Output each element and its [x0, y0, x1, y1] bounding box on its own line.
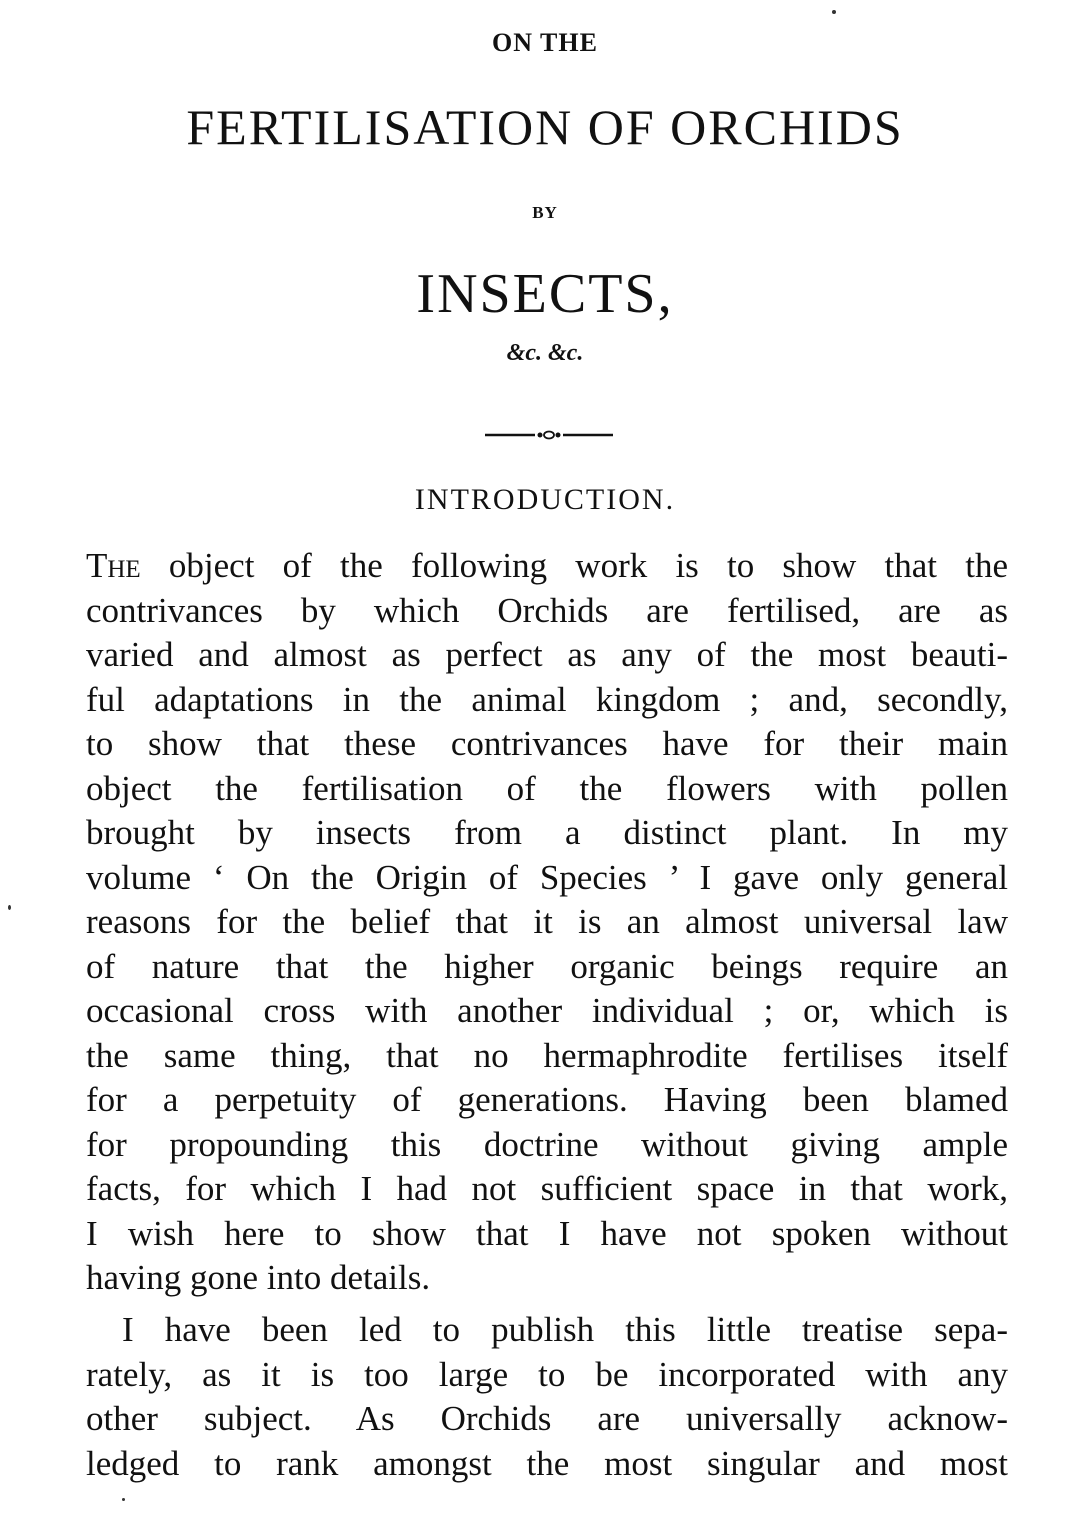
paragraph-line: object the fertilisation of the flowers with pollen: [86, 768, 1008, 808]
by-line: BY: [532, 203, 558, 222]
pre-title: ON THE: [492, 28, 598, 57]
paragraph-line: to show that these contrivances have for their main: [86, 724, 1008, 763]
divider-ornament-icon: [485, 428, 613, 442]
paragraph-line: volume ‘ On the Origin of Species ’ I gave only general: [86, 857, 1008, 897]
paragraph-2: [86, 1308, 1008, 1486]
paragraph-line: of nature that the higher organic beings require an: [86, 946, 1008, 986]
paragraph-line: reasons for the belief that it is an almost universal law: [86, 902, 1008, 941]
paragraph-line: I have been led to publish this little treatise sepa-: [122, 1310, 1008, 1349]
paragraph-line: ledged to rank amongst the most singular and most: [86, 1443, 1008, 1483]
first-line-text: object of the following work is to show that the: [140, 546, 1008, 585]
paragraph-line: I wish here to show that I have not spoken without: [86, 1213, 1008, 1253]
etc-line: &c. &c.: [506, 340, 584, 366]
paragraph-line: facts, for which I had not sufficient space in that work,: [86, 1169, 1008, 1208]
paragraph-line: occasional cross with another individual ; or, which is: [86, 991, 1008, 1030]
paragraph-line: having gone into details.: [86, 1258, 431, 1297]
paragraph-1: [86, 544, 1008, 1301]
paragraph-line: contrivances by which Orchids are fertilised, are as: [86, 590, 1008, 630]
paragraph-line: rately, as it is too large to be incorporated with any: [86, 1354, 1008, 1394]
print-speck: [8, 905, 11, 910]
paragraph-line: brought by insects from a distinct plant. In my: [86, 813, 1008, 852]
book-subtitle: INSECTS,: [416, 263, 674, 325]
drop-word: The: [86, 546, 141, 585]
print-speck: [832, 10, 836, 14]
book-title: FERTILISATION OF ORCHIDS: [186, 99, 904, 155]
paragraph-line: the same thing, that no hermaphrodite fertilises itself: [86, 1035, 1008, 1075]
paragraph-line: ful adaptations in the animal kingdom ; and, secondly,: [86, 679, 1008, 719]
paragraph-line: other subject. As Orchids are universally acknow-: [86, 1399, 1008, 1438]
paragraph-line: for propounding this doctrine without giving ample: [86, 1124, 1008, 1164]
print-speck: [122, 1498, 125, 1501]
paragraph-line: [86, 544, 1008, 589]
paragraph-line: for a perpetuity of generations. Having been blamed: [86, 1080, 1008, 1119]
paragraph-line: varied and almost as perfect as any of the most beauti-: [86, 635, 1008, 674]
section-heading: INTRODUCTION.: [414, 483, 676, 516]
